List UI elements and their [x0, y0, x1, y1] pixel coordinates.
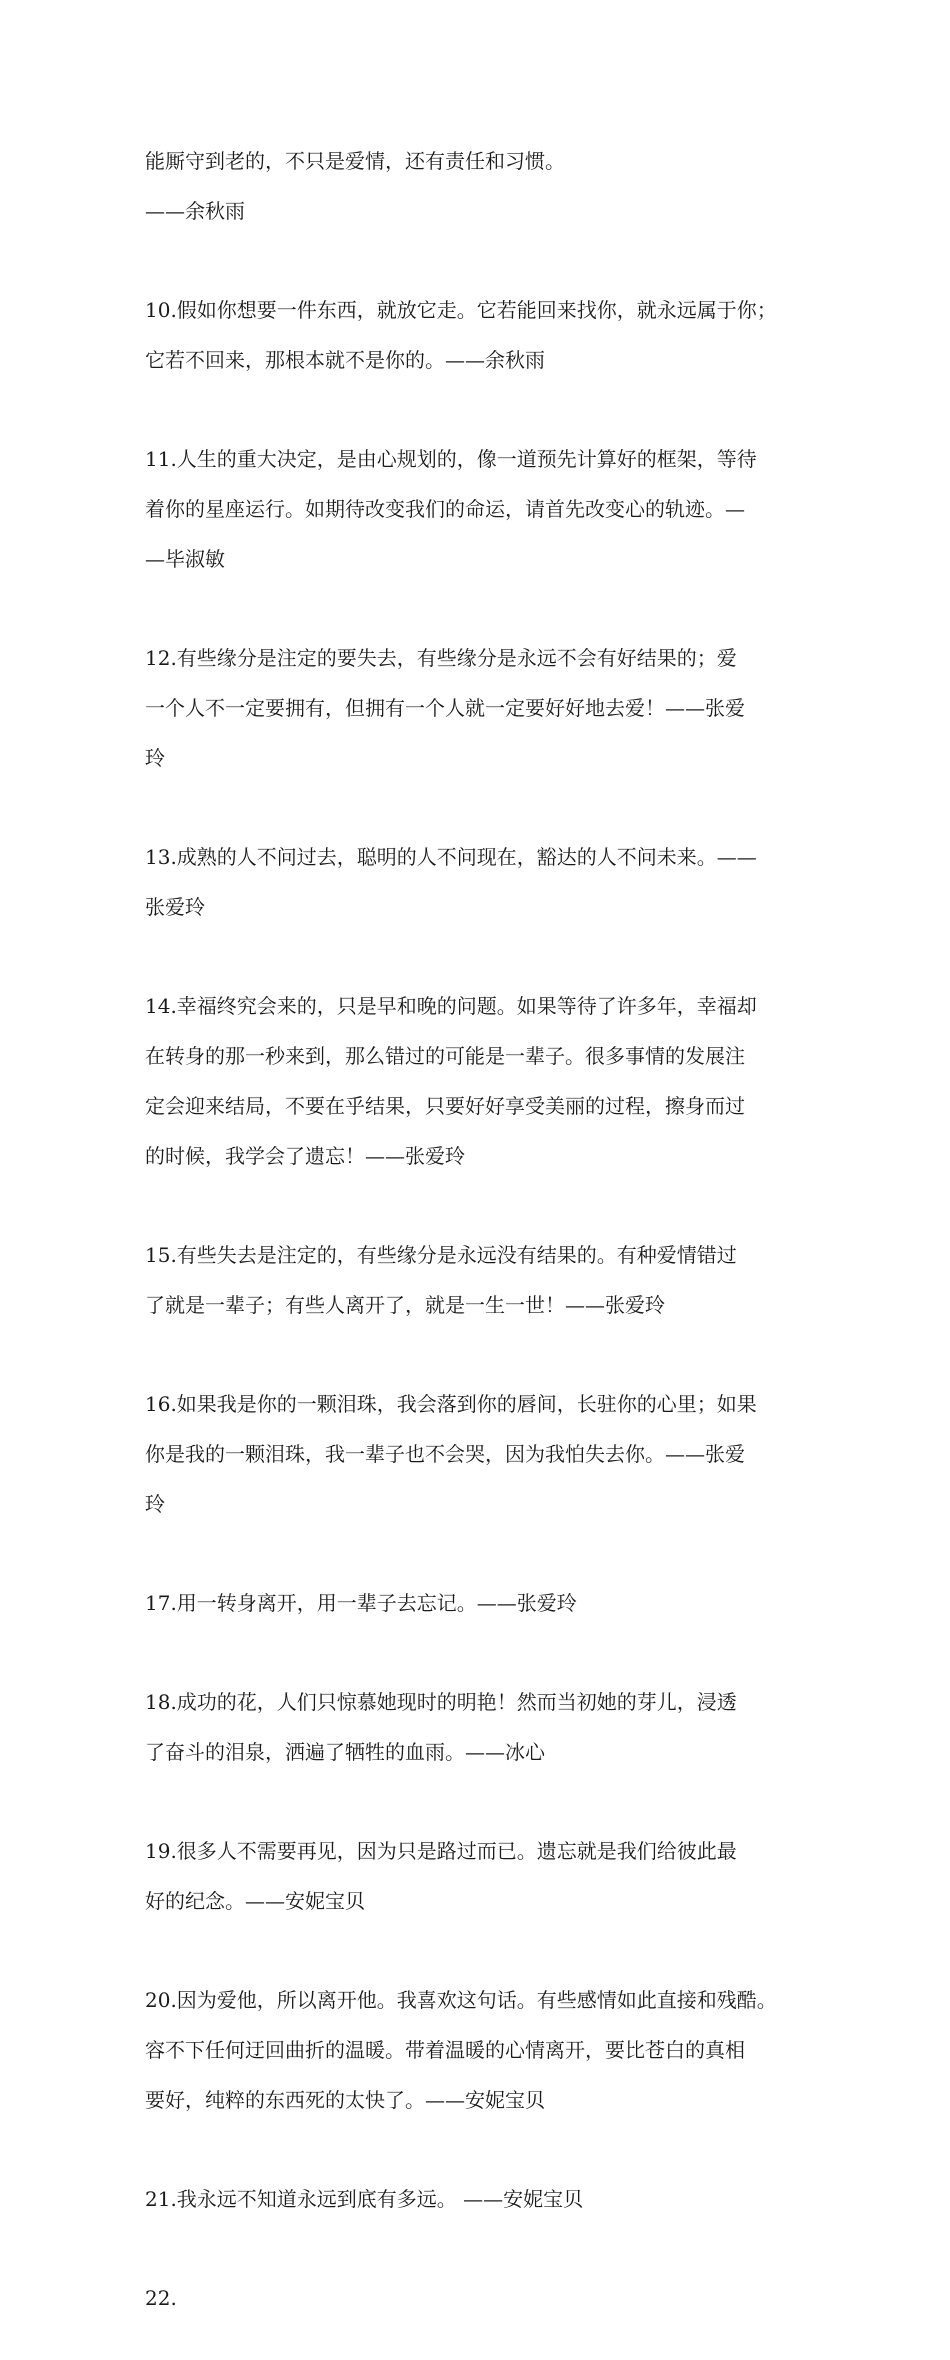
text-line: 一个人不一定要拥有，但拥有一个人就一定要好好地去爱！——张爱	[145, 696, 745, 720]
text-line: 19.很多人不需要再见，因为只是路过而已。遗忘就是我们给彼此最	[145, 1839, 737, 1863]
text-line: 21.我永远不知道永远到底有多远。 ——安妮宝贝	[145, 2187, 584, 2211]
document-page	[145, 124, 810, 2360]
quote-17	[145, 1566, 810, 1641]
text-line: 它若不回来，那根本就不是你的。——余秋雨	[145, 348, 545, 372]
quote-15	[145, 1218, 810, 1343]
quote-13	[145, 820, 810, 945]
text-line: 14.幸福终究会来的，只是早和晚的问题。如果等待了许多年，幸福却	[145, 994, 757, 1018]
text-line: 11.人生的重大决定，是由心规划的，像一道预先计算好的框架，等待	[145, 447, 757, 471]
text-line: 了奋斗的泪泉，洒遍了牺牲的血雨。——冰心	[145, 1740, 545, 1764]
intro-quote	[145, 124, 810, 249]
quote-19	[145, 1814, 810, 1939]
text-line: 16.如果我是你的一颗泪珠，我会落到你的唇间，长驻你的心里；如果	[145, 1392, 757, 1416]
text-line: 17.用一转身离开，用一辈子去忘记。——张爱玲	[145, 1591, 577, 1615]
text-line: 玲	[145, 1492, 165, 1516]
quote-11	[145, 422, 810, 597]
text-line: 你是我的一颗泪珠，我一辈子也不会哭，因为我怕失去你。——张爱	[145, 1442, 745, 1466]
text-line: 15.有些失去是注定的，有些缘分是永远没有结果的。有种爱情错过	[145, 1243, 737, 1267]
text-line: 了就是一辈子；有些人离开了，就是一生一世！——张爱玲	[145, 1293, 665, 1317]
quote-22	[145, 2261, 810, 2336]
text-line: 的时候，我学会了遗忘！——张爱玲	[145, 1144, 465, 1168]
text-line: 张爱玲	[145, 895, 205, 919]
text-line: ——余秋雨	[145, 199, 245, 223]
text-line: 定会迎来结局，不要在乎结果，只要好好享受美丽的过程，擦身而过	[145, 1094, 745, 1118]
quote-16	[145, 1367, 810, 1542]
text-line: 容不下任何迂回曲折的温暖。带着温暖的心情离开，要比苍白的真相	[145, 2038, 745, 2062]
text-line: 在转身的那一秒来到，那么错过的可能是一辈子。很多事情的发展注	[145, 1044, 745, 1068]
quote-14	[145, 969, 810, 1194]
quote-18	[145, 1665, 810, 1790]
text-line: 20.因为爱他，所以离开他。我喜欢这句话。有些感情如此直接和残酷。	[145, 1988, 777, 2012]
text-line: 13.成熟的人不问过去，聪明的人不问现在，豁达的人不问未来。——	[145, 845, 757, 869]
text-line: 18.成功的花，人们只惊慕她现时的明艳！然而当初她的芽儿，浸透	[145, 1690, 737, 1714]
text-line: —毕淑敏	[145, 547, 225, 571]
text-line: 好的纪念。——安妮宝贝	[145, 1889, 365, 1913]
text-line: 要好，纯粹的东西死的太快了。——安妮宝贝	[145, 2088, 545, 2112]
quote-20	[145, 1963, 810, 2138]
text-line: 10.假如你想要一件东西，就放它走。它若能回来找你，就永远属于你；	[145, 298, 777, 322]
quote-12	[145, 621, 810, 796]
text-line: 22.	[145, 2286, 177, 2310]
text-line: 着你的星座运行。如期待改变我们的命运，请首先改变心的轨迹。—	[145, 497, 745, 521]
quote-21	[145, 2162, 810, 2237]
quote-10	[145, 273, 810, 398]
text-line: 玲	[145, 746, 165, 770]
text-line: 能厮守到老的，不只是爱情，还有责任和习惯。	[145, 149, 565, 173]
text-line: 12.有些缘分是注定的要失去，有些缘分是永远不会有好结果的；爱	[145, 646, 737, 670]
